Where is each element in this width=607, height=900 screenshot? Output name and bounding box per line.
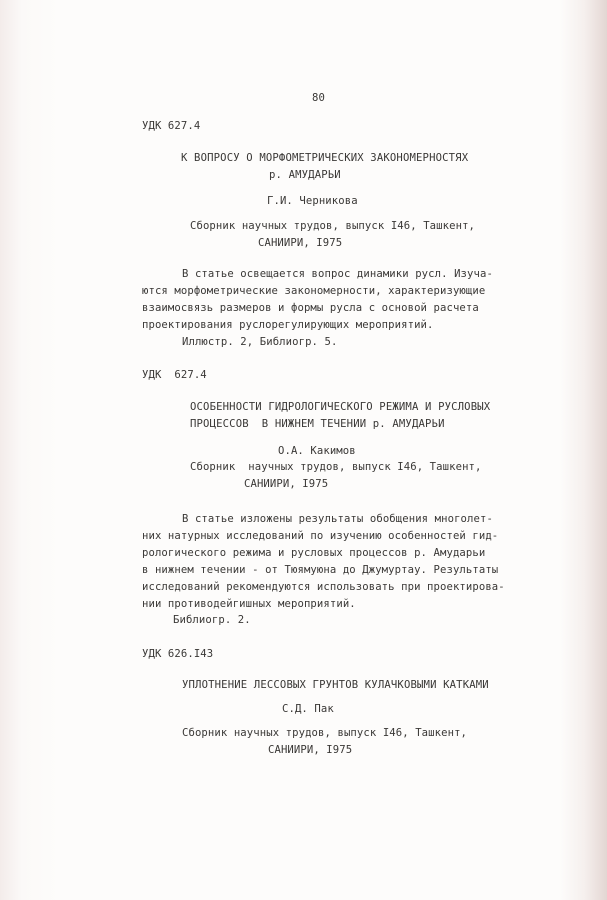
abstract-line: В статье изложены результаты обобщения многолет-	[182, 513, 493, 525]
udk-code: УДК 626.I43	[142, 648, 214, 660]
page-number: 80	[312, 92, 325, 104]
udk-code: УДК 627.4	[142, 120, 201, 132]
article-source-line: САНИИРИ, I975	[268, 744, 353, 756]
bibliography-note: Иллюстр. 2, Библиогр. 5.	[182, 336, 338, 348]
abstract-line: проектирования руслорегулирующих мероприятий.	[142, 319, 434, 331]
article-source-line: Сборник научных трудов, выпуск I46, Ташкент,	[182, 727, 468, 739]
article-title-line: ОСОБЕННОСТИ ГИДРОЛОГИЧЕСКОГО РЕЖИМА И РУСЛОВЫХ	[190, 401, 491, 413]
abstract-line: исследований рекомендуются использовать при проектирова-	[142, 581, 505, 593]
article-source-line: Сборник научных трудов, выпуск I46, Ташкент,	[190, 461, 482, 473]
article-title-line: К ВОПРОСУ О МОРФОМЕТРИЧЕСКИХ ЗАКОНОМЕРНОСТЯХ	[181, 152, 469, 164]
article-author: С.Д. Пак	[282, 703, 334, 715]
abstract-line: рологического режима и русловых процессов р. Амударьи	[142, 547, 486, 559]
article-source-line: САНИИРИ, I975	[244, 478, 329, 490]
bibliography-note: Библиогр. 2.	[173, 614, 251, 626]
article-author: О.А. Какимов	[278, 445, 356, 457]
article-title-line: УПЛОТНЕНИЕ ЛЕССОВЫХ ГРУНТОВ КУЛАЧКОВЫМИ КАТКАМИ	[182, 679, 489, 691]
abstract-line: них натурных исследований по изучению особенностей гид-	[142, 530, 499, 542]
abstract-line: В статье освещается вопрос динамики русл. Изуча-	[182, 268, 493, 280]
udk-code: УДК 627.4	[142, 369, 207, 381]
article-source-line: Сборник научных трудов, выпуск I46, Ташкент,	[190, 220, 476, 232]
article-title-line: р. АМУДАРЬИ	[269, 169, 341, 181]
abstract-line: в нижнем течении - от Тюямуюна до Джумуртау. Результаты	[142, 564, 499, 576]
abstract-line: нии противодейгишных мероприятий.	[142, 598, 356, 610]
abstract-line: взаимосвязь размеров и формы русла с основой расчета	[142, 302, 479, 314]
abstract-line: ются морфометрические закономерности, характеризующие	[142, 285, 486, 297]
article-title-line: ПРОЦЕССОВ В НИЖНЕМ ТЕЧЕНИИ р. АМУДАРЬИ	[190, 418, 445, 430]
article-author: Г.И. Черникова	[267, 195, 358, 207]
article-source-line: САНИИРИ, I975	[258, 237, 343, 249]
